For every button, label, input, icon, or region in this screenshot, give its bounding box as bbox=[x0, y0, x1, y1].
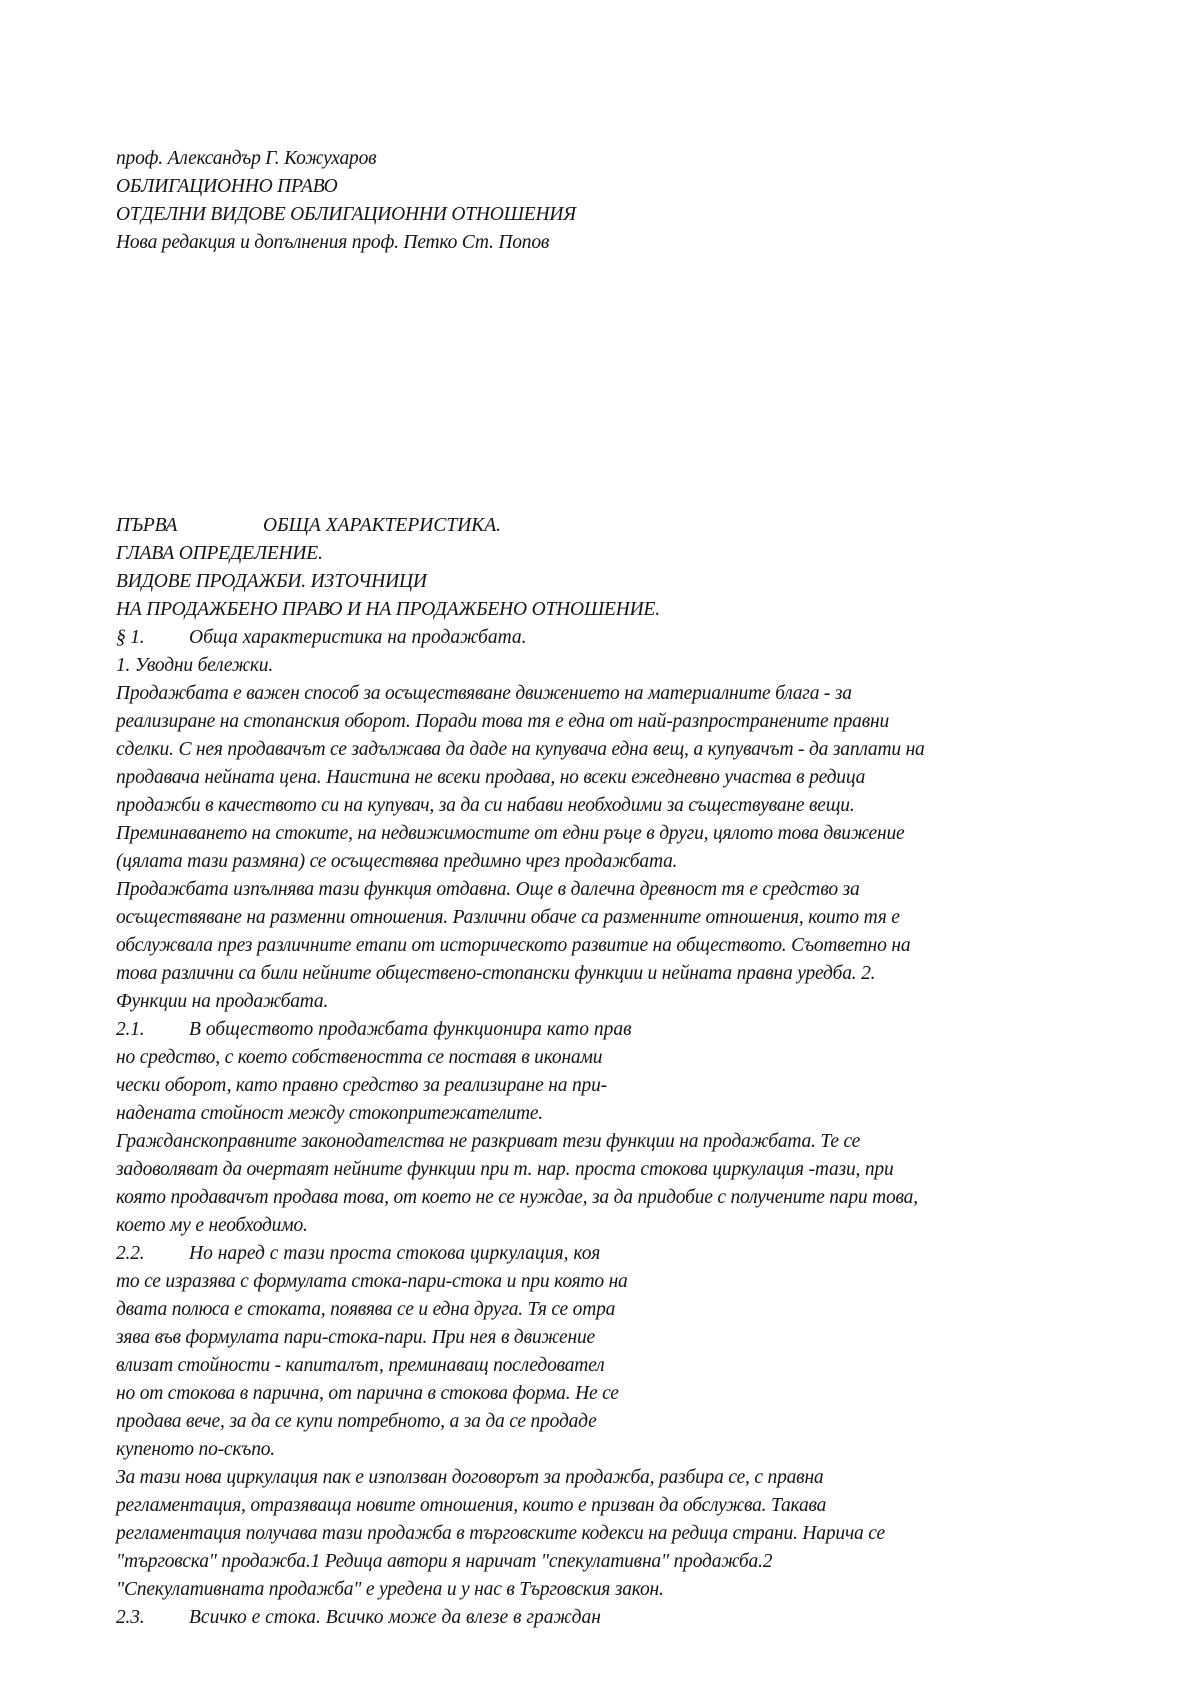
paragraph-line: обслужвала през различните етапи от историческото развитие на обществото. Съответно на bbox=[116, 935, 911, 956]
paragraph-line: което му е необходимо. bbox=[116, 1215, 308, 1236]
chapter-line-2: ВИДОВЕ ПРОДАЖБИ. ИЗТОЧНИЦИ bbox=[116, 571, 427, 592]
point-first-line: Всичко е стока. Всичко може да влезе в граждан bbox=[189, 1607, 601, 1628]
edition-note: Нова редакция и допълнения проф. Петко Ст. Попов bbox=[116, 232, 550, 253]
paragraph-line: осъществяване на разменни отношения. Различни обаче са разменните отношения, които тя е bbox=[116, 907, 900, 928]
paragraph-line: чески оборот, като правно средство за реализиране на при- bbox=[116, 1075, 607, 1096]
paragraph-line: продажби в качеството си на купувач, за да си набави необходими за съществуване вещи. bbox=[116, 795, 855, 816]
paragraph-line: сделки. С нея продавачът се задължава да даде на купувача една вещ, а купувачът - да заплати на bbox=[116, 739, 925, 760]
chapter-line-1: ГЛАВА ОПРЕДЕЛЕНИЕ. bbox=[116, 543, 323, 564]
paragraph-line: това различни са били нейните обществено-стопански функции и нейната правна уредба. 2. bbox=[116, 963, 876, 984]
paragraph-line: регламентация получава тази продажба в търговските кодекси на редица страни. Нарича се bbox=[116, 1523, 885, 1544]
paragraph-line: зява във формулата пари-стока-пари. При нея в движение bbox=[116, 1327, 595, 1348]
subsection-heading: 1. Уводни бележки. bbox=[116, 655, 273, 676]
paragraph-line: реализиране на стопанския оборот. Поради това тя е една от най-разпространените правни bbox=[116, 711, 890, 732]
author-line: проф. Александър Г. Кожухаров bbox=[116, 148, 377, 169]
paragraph-line: Гражданскоправните законодателства не разкриват тези функции на продажбата. Те се bbox=[116, 1131, 861, 1152]
paragraph-line: двата полюса е стоката, появява се и една друга. Тя се отра bbox=[116, 1299, 616, 1320]
paragraph-line: задоволяват да очертаят нейните функции при т. нар. проста стокова циркулация -тази, при bbox=[116, 1159, 894, 1180]
paragraph-line: която продавачът продава това, от което не се нуждае, за да придобие с получените пари това, bbox=[116, 1187, 918, 1208]
point-number: 2.3. bbox=[116, 1607, 145, 1628]
paragraph-line: купеното по-скъпо. bbox=[116, 1439, 275, 1460]
book-title: ОБЛИГАЦИОННО ПРАВО bbox=[116, 176, 338, 197]
chapter-line-3: НА ПРОДАЖБЕНО ПРАВО И НА ПРОДАЖБЕНО ОТНОШЕНИЕ. bbox=[116, 599, 660, 620]
paragraph-line: влизат стойности - капиталът, преминаващ последовател bbox=[116, 1355, 605, 1376]
point-first-line: Но наред с тази проста стокова циркулация, коя bbox=[189, 1243, 601, 1264]
paragraph-line: продава вече, за да се купи потребното, а за да се продаде bbox=[116, 1411, 597, 1432]
paragraph-line: "Спекулативната продажба" е уредена и у нас в Търговския закон. bbox=[116, 1579, 664, 1600]
paragraph-line: (цялата тази размяна) се осъществява предимно чрез продажбата. bbox=[116, 851, 678, 872]
point-number: 2.1. bbox=[116, 1019, 145, 1040]
paragraph-line: Продажбата е важен способ за осъществяване движението на материалните блага - за bbox=[116, 683, 852, 704]
paragraph-line: но средство, с което собствеността се поставя в иконами bbox=[116, 1047, 603, 1068]
part-title: ОБЩА ХАРАКТЕРИСТИКА. bbox=[263, 515, 502, 536]
paragraph-line: продавача нейната цена. Наистина не всеки продава, но всеки ежедневно участва в редица bbox=[116, 767, 866, 788]
part-label: ПЪРВА bbox=[116, 515, 178, 536]
paragraph-line: регламентация, отразяваща новите отношения, които е призван да обслужва. Такава bbox=[116, 1495, 827, 1516]
paragraph-line: "търговска" продажба.1 Редица автори я наричат "спекулативна" продажба.2 bbox=[116, 1551, 773, 1572]
paragraph-line: то се изразява с формулата стока-пари-стока и при която на bbox=[116, 1271, 628, 1292]
section-title: Обща характеристика на продажбата. bbox=[189, 627, 527, 648]
paragraph-line: но от стокова в парична, от парична в стокова форма. Не се bbox=[116, 1383, 619, 1404]
paragraph-line: За тази нова циркулация пак е използван договорът за продажба, разбира се, с правна bbox=[116, 1467, 824, 1488]
section-mark: § 1. bbox=[116, 627, 145, 648]
paragraph-line: Преминаването на стоките, на недвижимостите от едни ръце в други, цялото това движение bbox=[116, 823, 905, 844]
paragraph-line: Функции на продажбата. bbox=[116, 991, 329, 1012]
book-subtitle: ОТДЕЛНИ ВИДОВЕ ОБЛИГАЦИОННИ ОТНОШЕНИЯ bbox=[116, 204, 576, 225]
point-first-line: В обществото продажбата функционира като прав bbox=[189, 1019, 632, 1040]
paragraph-line: надената стойност между стокопритежателите. bbox=[116, 1103, 543, 1124]
point-number: 2.2. bbox=[116, 1243, 145, 1264]
paragraph-line: Продажбата изпълнява тази функция отдавна. Още в далечна древност тя е средство за bbox=[116, 879, 860, 900]
